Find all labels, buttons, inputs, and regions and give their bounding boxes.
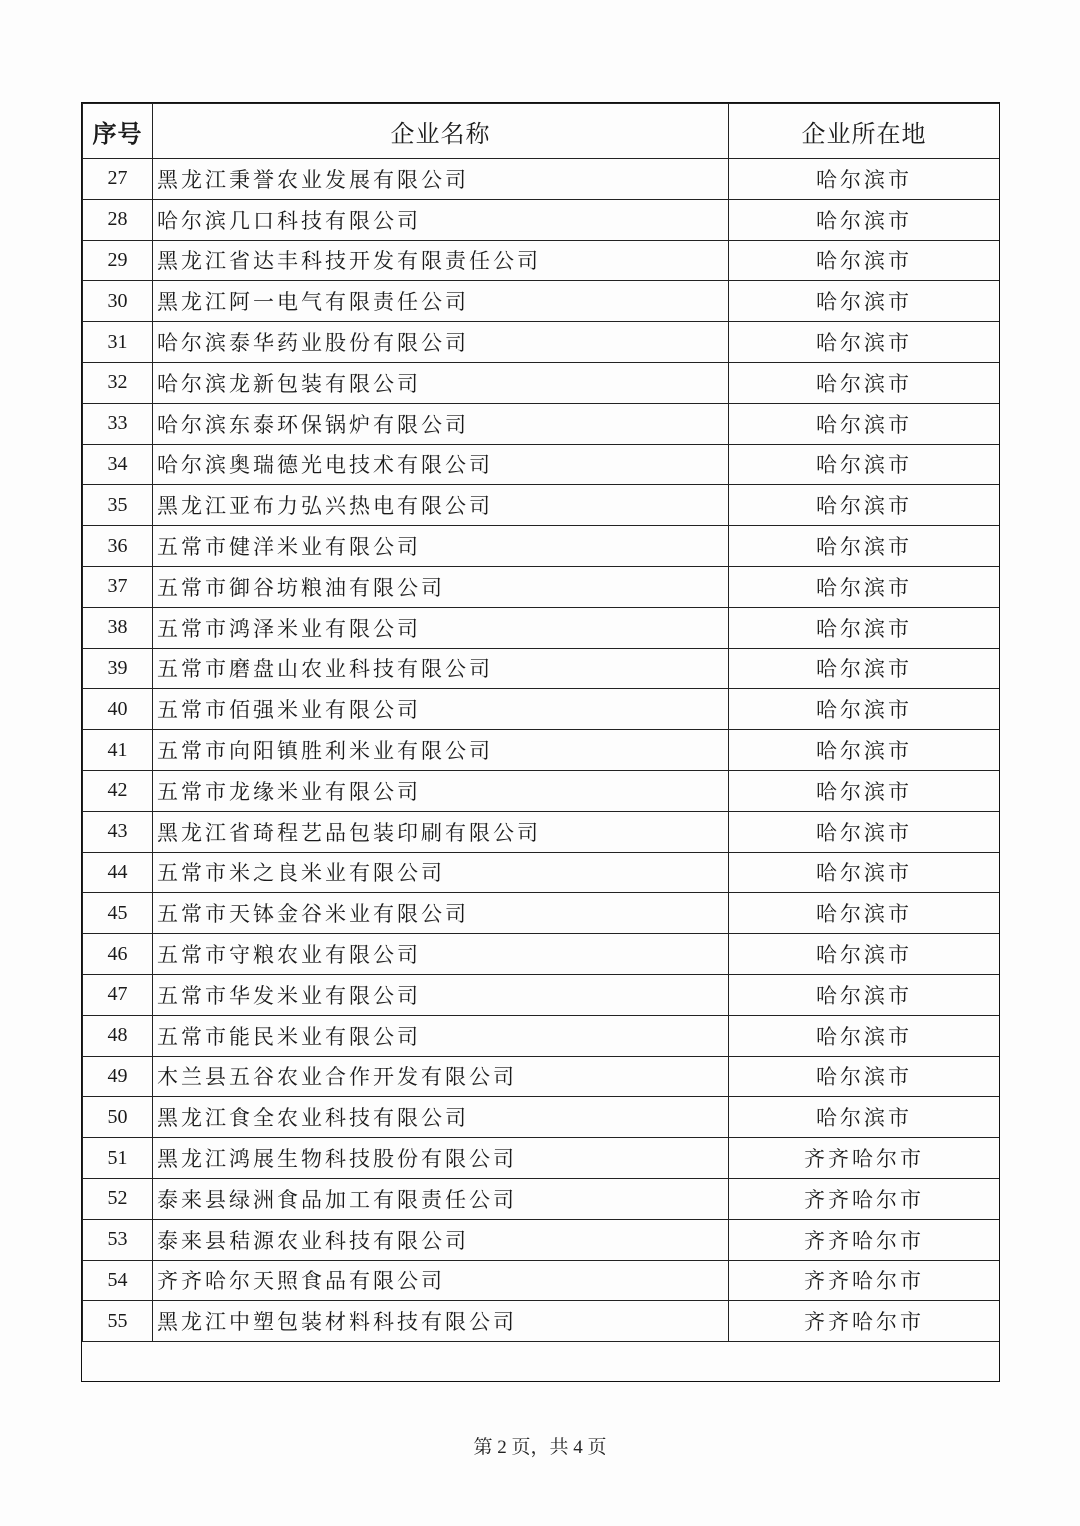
row-location: 哈尔滨市: [729, 566, 1000, 607]
table-row: [83, 607, 1000, 648]
row-location: 哈尔滨市: [729, 648, 1000, 689]
row-location: 哈尔滨市: [729, 444, 1000, 485]
row-company-name: 哈尔滨奥瑞德光电技术有限公司: [153, 444, 729, 485]
row-company-name: 黑龙江亚布力弘兴热电有限公司: [153, 485, 729, 526]
row-location: 哈尔滨市: [729, 159, 1000, 200]
row-location: 哈尔滨市: [729, 526, 1000, 567]
table-row: [83, 444, 1000, 485]
row-location: 哈尔滨市: [729, 485, 1000, 526]
row-index: 34: [83, 444, 153, 485]
table-row: [83, 362, 1000, 403]
row-index: 29: [83, 240, 153, 281]
row-index: 53: [83, 1219, 153, 1260]
row-index: 50: [83, 1097, 153, 1138]
row-index: 33: [83, 403, 153, 444]
row-company-name: 五常市御谷坊粮油有限公司: [153, 566, 729, 607]
header-index: 序号: [83, 104, 153, 159]
table-row: [83, 403, 1000, 444]
row-location: 齐齐哈尔市: [729, 1219, 1000, 1260]
row-location: 哈尔滨市: [729, 934, 1000, 975]
row-index: 52: [83, 1178, 153, 1219]
row-index: 47: [83, 974, 153, 1015]
table-row: [83, 730, 1000, 771]
row-company-name: 黑龙江省达丰科技开发有限责任公司: [153, 240, 729, 281]
row-company-name: 木兰县五谷农业合作开发有限公司: [153, 1056, 729, 1097]
table-row: [83, 1097, 1000, 1138]
header-location: 企业所在地: [729, 104, 1000, 159]
table-row: [83, 1301, 1000, 1342]
row-index: 36: [83, 526, 153, 567]
row-company-name: 哈尔滨东泰环保锅炉有限公司: [153, 403, 729, 444]
row-location: 哈尔滨市: [729, 770, 1000, 811]
table-row: [83, 240, 1000, 281]
row-index: 27: [83, 159, 153, 200]
row-index: 54: [83, 1260, 153, 1301]
row-index: 39: [83, 648, 153, 689]
table-body: [83, 159, 1000, 1342]
row-company-name: 五常市能民米业有限公司: [153, 1015, 729, 1056]
row-location: 哈尔滨市: [729, 240, 1000, 281]
row-index: 55: [83, 1301, 153, 1342]
table-header-row: [83, 104, 1000, 159]
row-index: 31: [83, 322, 153, 363]
row-location: 哈尔滨市: [729, 893, 1000, 934]
row-location: 哈尔滨市: [729, 852, 1000, 893]
row-location: 齐齐哈尔市: [729, 1260, 1000, 1301]
row-company-name: 泰来县秸源农业科技有限公司: [153, 1219, 729, 1260]
table-row: [83, 648, 1000, 689]
row-company-name: 五常市佰强米业有限公司: [153, 689, 729, 730]
row-index: 42: [83, 770, 153, 811]
row-location: 哈尔滨市: [729, 199, 1000, 240]
table-row: [83, 852, 1000, 893]
row-company-name: 五常市守粮农业有限公司: [153, 934, 729, 975]
company-table: [82, 103, 1000, 1342]
row-company-name: 黑龙江阿一电气有限责任公司: [153, 281, 729, 322]
row-location: 哈尔滨市: [729, 607, 1000, 648]
row-location: 哈尔滨市: [729, 1097, 1000, 1138]
row-index: 35: [83, 485, 153, 526]
row-index: 51: [83, 1138, 153, 1179]
row-index: 38: [83, 607, 153, 648]
row-location: 齐齐哈尔市: [729, 1178, 1000, 1219]
table-row: [83, 485, 1000, 526]
table-row: [83, 1056, 1000, 1097]
row-company-name: 黑龙江秉誉农业发展有限公司: [153, 159, 729, 200]
page-footer: 第 2 页，共 4 页: [473, 1437, 607, 1458]
table-row: [83, 974, 1000, 1015]
row-location: 哈尔滨市: [729, 322, 1000, 363]
row-company-name: 齐齐哈尔天照食品有限公司: [153, 1260, 729, 1301]
row-location: 齐齐哈尔市: [729, 1138, 1000, 1179]
row-company-name: 五常市天钵金谷米业有限公司: [153, 893, 729, 934]
row-index: 30: [83, 281, 153, 322]
row-company-name: 黑龙江食全农业科技有限公司: [153, 1097, 729, 1138]
row-index: 45: [83, 893, 153, 934]
table-row: [83, 199, 1000, 240]
row-company-name: 黑龙江省琦程艺品包装印刷有限公司: [153, 811, 729, 852]
row-index: 41: [83, 730, 153, 771]
row-company-name: 黑龙江鸿展生物科技股份有限公司: [153, 1138, 729, 1179]
table-row: [83, 1260, 1000, 1301]
row-location: 哈尔滨市: [729, 1015, 1000, 1056]
row-index: 37: [83, 566, 153, 607]
table-row: [83, 1219, 1000, 1260]
row-location: 哈尔滨市: [729, 403, 1000, 444]
row-location: 哈尔滨市: [729, 730, 1000, 771]
table-row: [83, 159, 1000, 200]
table-row: [83, 526, 1000, 567]
row-company-name: 五常市龙缘米业有限公司: [153, 770, 729, 811]
row-location: 哈尔滨市: [729, 281, 1000, 322]
table-row: [83, 1178, 1000, 1219]
row-company-name: 哈尔滨几口科技有限公司: [153, 199, 729, 240]
row-company-name: 哈尔滨泰华药业股份有限公司: [153, 322, 729, 363]
row-index: 40: [83, 689, 153, 730]
row-company-name: 五常市华发米业有限公司: [153, 974, 729, 1015]
table-row: [83, 322, 1000, 363]
table-row: [83, 811, 1000, 852]
row-company-name: 五常市向阳镇胜利米业有限公司: [153, 730, 729, 771]
row-company-name: 哈尔滨龙新包装有限公司: [153, 362, 729, 403]
row-company-name: 五常市健洋米业有限公司: [153, 526, 729, 567]
table-row: [83, 689, 1000, 730]
row-company-name: 五常市磨盘山农业科技有限公司: [153, 648, 729, 689]
row-index: 28: [83, 199, 153, 240]
table-row: [83, 281, 1000, 322]
row-index: 43: [83, 811, 153, 852]
row-location: 齐齐哈尔市: [729, 1301, 1000, 1342]
table-row: [83, 566, 1000, 607]
row-index: 46: [83, 934, 153, 975]
row-location: 哈尔滨市: [729, 811, 1000, 852]
row-location: 哈尔滨市: [729, 689, 1000, 730]
table-row: [83, 934, 1000, 975]
row-location: 哈尔滨市: [729, 974, 1000, 1015]
row-company-name: 泰来县绿洲食品加工有限责任公司: [153, 1178, 729, 1219]
table-row: [83, 893, 1000, 934]
row-index: 48: [83, 1015, 153, 1056]
row-index: 44: [83, 852, 153, 893]
row-location: 哈尔滨市: [729, 362, 1000, 403]
row-index: 49: [83, 1056, 153, 1097]
row-company-name: 五常市鸿泽米业有限公司: [153, 607, 729, 648]
table-row: [83, 1138, 1000, 1179]
table-row: [83, 1015, 1000, 1056]
row-index: 32: [83, 362, 153, 403]
row-company-name: 五常市米之良米业有限公司: [153, 852, 729, 893]
table-row: [83, 770, 1000, 811]
row-location: 哈尔滨市: [729, 1056, 1000, 1097]
row-company-name: 黑龙江中塑包装材料科技有限公司: [153, 1301, 729, 1342]
header-company-name: 企业名称: [153, 104, 729, 159]
